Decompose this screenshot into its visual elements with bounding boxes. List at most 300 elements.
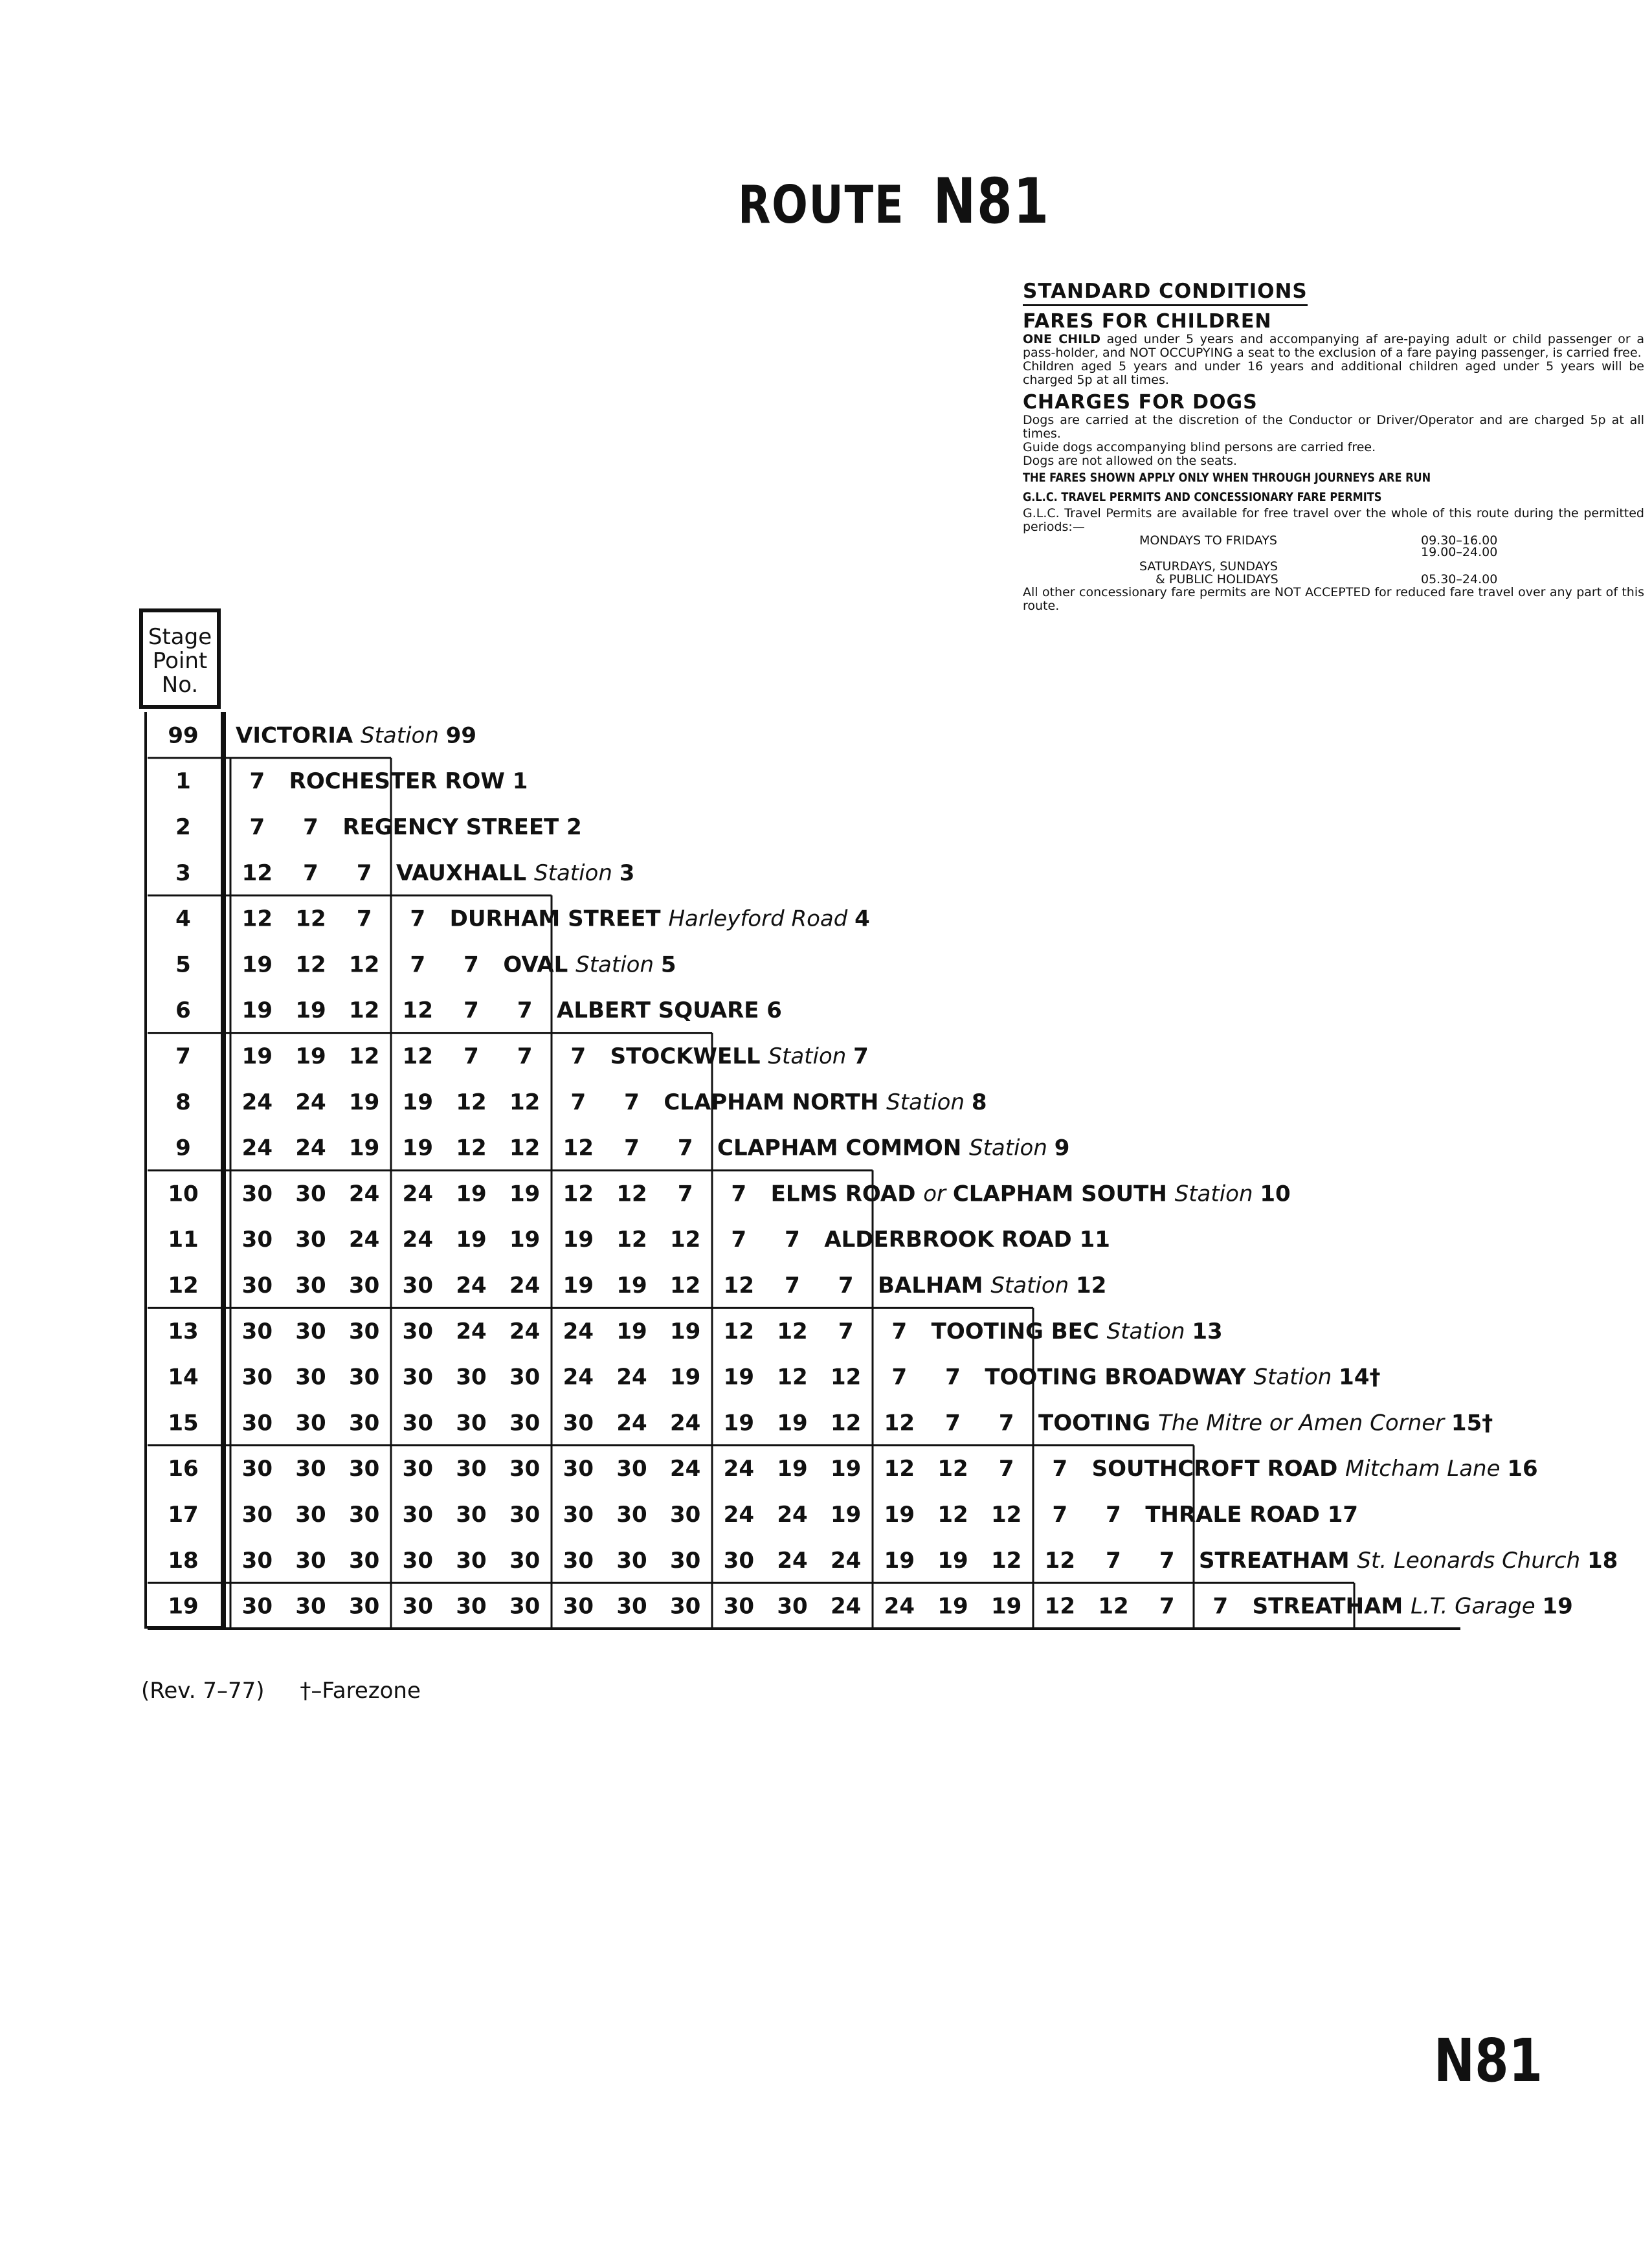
fare-cell: 30	[616, 1547, 647, 1574]
fare-cell: 19	[777, 1410, 808, 1436]
stage-number: 10	[168, 1181, 199, 1207]
fare-cell: 30	[349, 1502, 380, 1528]
bottom-route-code: N81	[1434, 2026, 1543, 2095]
fare-cell: 7	[945, 1364, 961, 1390]
fare-cell: 7	[570, 1043, 586, 1069]
stage-number: 8	[175, 1089, 191, 1115]
child-text: aged under 5 years and accompanying af are-paying adult or child passenger or a pass-holder, and NOT OCCUPYING a seat to the exclusion of a fare paying passenger, is carried free.	[1023, 332, 1644, 360]
fare-cell: 12	[1044, 1593, 1075, 1620]
fare-cell: 30	[349, 1456, 380, 1482]
fare-cell: 30	[295, 1456, 326, 1482]
footnote	[141, 1678, 421, 1704]
fare-cell: 19	[456, 1227, 487, 1253]
permits-heading: G.L.C. TRAVEL PERMITS AND CONCESSIONARY FARE PERMITS	[1023, 490, 1382, 504]
fare-cell: 19	[723, 1364, 754, 1390]
fare-cell: 24	[723, 1502, 754, 1528]
fare-cell: 19	[723, 1410, 754, 1436]
fare-cell: 30	[295, 1593, 326, 1620]
stop-name-part: BALHAM	[878, 1273, 991, 1299]
fare-cell: 19	[616, 1273, 647, 1299]
fare-cell: 12	[1098, 1593, 1129, 1620]
stop-name	[1253, 1594, 1573, 1620]
fare-cell: 24	[456, 1273, 487, 1299]
stop-name-part: OVAL	[503, 952, 576, 978]
stage-number: 11	[168, 1227, 199, 1253]
fare-cell: 12	[723, 1273, 754, 1299]
stop-name-part: ALDERBROOK ROAD 11	[824, 1227, 1110, 1253]
fare-cell: 19	[295, 998, 326, 1024]
fare-cell: 30	[349, 1593, 380, 1620]
stop-name	[824, 1227, 1110, 1253]
through-notice: THE FARES SHOWN APPLY ONLY WHEN THROUGH JOURNEYS ARE RUN	[1023, 471, 1431, 485]
stop-name-part: The Mitre or Amen Corner	[1158, 1410, 1451, 1436]
fare-cell: 7	[303, 860, 318, 886]
fare-cell: 30	[563, 1456, 594, 1482]
stage-number: 7	[175, 1043, 191, 1069]
weekend-time: 05.30–24.00	[1421, 572, 1498, 586]
fare-cell: 12	[349, 1043, 380, 1069]
dogs-paragraph-1: Dogs are carried at the discretion of the Conductor or Driver/Operator and are charged 5p at all times.	[1023, 413, 1644, 441]
fare-cell: 12	[295, 906, 326, 932]
fare-cell: 19	[937, 1547, 968, 1574]
fare-cell: 30	[456, 1456, 487, 1482]
fare-cell: 24	[509, 1273, 541, 1299]
stop-name-part: REGENCY STREET 2	[342, 814, 582, 840]
stop-name-part: Station	[1253, 1364, 1339, 1390]
fare-cell: 24	[563, 1364, 594, 1390]
stop-name-part: Station	[886, 1089, 972, 1115]
fare-cell: 30	[402, 1364, 433, 1390]
fare-cell: 12	[241, 860, 273, 886]
stop-name	[342, 814, 581, 840]
fare-cell: 19	[349, 1135, 380, 1161]
stop-name-part: 16	[1507, 1456, 1538, 1482]
fare-cell: 7	[463, 952, 479, 978]
stop-name-part: Station	[990, 1273, 1077, 1299]
stop-name-part: VAUXHALL	[396, 860, 535, 886]
fare-cell: 24	[456, 1318, 487, 1344]
fare-cell: 24	[295, 1089, 326, 1115]
fare-cell: 12	[563, 1135, 594, 1161]
fare-cell: 30	[241, 1593, 273, 1620]
fare-cell: 12	[402, 998, 433, 1024]
fare-cell: 30	[241, 1410, 273, 1436]
fare-cell: 7	[731, 1181, 747, 1207]
permits-paragraph: G.L.C. Travel Permits are available for free travel over the whole of this route during the permitted periods:—	[1023, 506, 1644, 534]
stop-name-part: THRALE ROAD 17	[1145, 1502, 1359, 1528]
fare-cell: 7	[1106, 1547, 1121, 1574]
fare-cell: 12	[991, 1502, 1022, 1528]
fare-cell: 30	[402, 1273, 433, 1299]
stop-name-part: or	[923, 1181, 953, 1207]
fare-cell: 30	[456, 1410, 487, 1436]
other-permits-paragraph: All other concessionary fare permits are NOT ACCEPTED for reduced fare travel over any part of this route.	[1023, 585, 1644, 613]
fare-cell: 12	[937, 1456, 968, 1482]
fare-cell: 12	[563, 1181, 594, 1207]
stage-number: 4	[175, 906, 191, 932]
fare-cell: 30	[241, 1227, 273, 1253]
stop-name-part: 19	[1542, 1593, 1573, 1620]
fare-cell: 24	[402, 1227, 433, 1253]
fare-cell: 30	[670, 1593, 701, 1620]
stop-name	[236, 722, 476, 748]
fare-cell: 19	[402, 1089, 433, 1115]
stop-name-part: Station	[969, 1135, 1055, 1161]
fare-cell: 7	[570, 1089, 586, 1115]
fare-cell: 24	[509, 1318, 541, 1344]
fare-cell: 7	[998, 1410, 1014, 1436]
fare-cell: 19	[777, 1456, 808, 1482]
fare-cell: 7	[463, 998, 479, 1024]
stop-name-part: VICTORIA	[236, 722, 361, 749]
fare-cell: 24	[295, 1135, 326, 1161]
fare-cell: 24	[884, 1593, 915, 1620]
fare-cell: 30	[616, 1502, 647, 1528]
route-number: N81	[933, 165, 1050, 238]
stop-name-part: Station	[1106, 1318, 1192, 1344]
stop-name-part: CLAPHAM NORTH	[664, 1089, 887, 1115]
fare-cell: 24	[670, 1410, 701, 1436]
fare-cell: 12	[831, 1410, 862, 1436]
stop-name-part: 4	[854, 906, 870, 932]
fare-cell: 12	[831, 1364, 862, 1390]
fare-cell: 24	[777, 1547, 808, 1574]
stage-number: 14	[168, 1364, 199, 1390]
fare-cell: 7	[1212, 1593, 1229, 1620]
stop-name-part: STREATHAM	[1199, 1547, 1357, 1574]
dogs-heading: CHARGES FOR DOGS	[1023, 391, 1258, 414]
children-paragraph-2: Children aged 5 years and under 16 years and additional children aged under 5 years will be charged 5p at all times.	[1023, 359, 1644, 387]
fare-cell: 30	[723, 1547, 754, 1574]
fare-cell: 7	[410, 906, 426, 932]
fare-cell: 12	[509, 1135, 541, 1161]
fare-cell: 7	[303, 814, 318, 840]
fare-cell: 12	[616, 1227, 647, 1253]
fare-cell: 7	[517, 998, 533, 1024]
stop-name-part: 5	[660, 952, 676, 978]
stop-name	[396, 860, 634, 886]
fare-cell: 30	[295, 1227, 326, 1253]
fare-cell: 7	[838, 1273, 854, 1299]
fare-cell: 12	[1044, 1547, 1075, 1574]
fare-cell: 19	[831, 1502, 862, 1528]
fare-cell: 24	[723, 1456, 754, 1482]
stop-name-part: 7	[853, 1043, 869, 1069]
fare-cell: 24	[241, 1135, 273, 1161]
fare-cell: 30	[349, 1318, 380, 1344]
fare-cell: 7	[463, 1043, 479, 1069]
child-lead: ONE CHILD	[1023, 332, 1101, 346]
fare-cell: 19	[563, 1227, 594, 1253]
fare-cell: 12	[884, 1456, 915, 1482]
fare-cell: 30	[563, 1410, 594, 1436]
stop-name	[450, 906, 870, 932]
stop-name-part: Station	[768, 1043, 854, 1069]
fare-cell: 7	[1052, 1502, 1068, 1528]
fare-cell: 12	[349, 952, 380, 978]
fare-cell: 19	[241, 952, 273, 978]
stage-number: 99	[168, 722, 199, 749]
weekend-label-1: SATURDAYS, SUNDAYS	[1139, 559, 1278, 574]
fare-cell: 12	[777, 1364, 808, 1390]
weekend-label-2: & PUBLIC HOLIDAYS	[1155, 572, 1278, 586]
fare-cell: 7	[517, 1043, 533, 1069]
fare-cell: 12	[241, 906, 273, 932]
fare-cell: 30	[670, 1547, 701, 1574]
fare-cell: 30	[616, 1593, 647, 1620]
fare-cell: 30	[563, 1547, 594, 1574]
fare-cell: 12	[670, 1227, 701, 1253]
fare-cell: 12	[991, 1547, 1022, 1574]
fare-cell: 24	[670, 1456, 701, 1482]
children-heading: FARES FOR CHILDREN	[1023, 310, 1272, 333]
fare-cell: 30	[456, 1593, 487, 1620]
stop-name-part: 8	[971, 1089, 987, 1115]
fare-cell: 30	[509, 1547, 541, 1574]
route-word: ROUTE	[738, 175, 905, 235]
fare-cell: 7	[677, 1181, 693, 1207]
fare-cell: 19	[884, 1502, 915, 1528]
fare-cell: 30	[402, 1456, 433, 1482]
stop-name-part: ALBERT SQUARE 6	[557, 998, 782, 1024]
fare-cell: 7	[891, 1364, 908, 1390]
stop-name-part: ROCHESTER ROW 1	[289, 768, 528, 795]
stop-name-part: 10	[1260, 1181, 1291, 1207]
fare-cell: 7	[249, 768, 265, 795]
stop-name-part: ELMS ROAD	[770, 1181, 924, 1207]
fare-cell: 12	[456, 1135, 487, 1161]
fare-cell: 30	[456, 1502, 487, 1528]
stop-name-part: 99	[445, 722, 477, 749]
fare-cell: 30	[670, 1502, 701, 1528]
stop-name	[717, 1135, 1069, 1161]
fare-cell: 30	[509, 1502, 541, 1528]
stop-name-part: 14†	[1339, 1364, 1381, 1390]
fare-cell: 7	[677, 1135, 693, 1161]
stop-name-part: L.T. Garage	[1411, 1593, 1543, 1620]
stop-name-part: STOCKWELL	[610, 1043, 768, 1069]
fare-cell: 19	[295, 1043, 326, 1069]
stop-name-part: St. Leonards Church	[1357, 1547, 1587, 1574]
stop-name	[289, 768, 528, 794]
fare-cell: 30	[241, 1318, 273, 1344]
fare-cell: 30	[241, 1181, 273, 1207]
fare-cell: 7	[249, 814, 265, 840]
fare-cell: 19	[349, 1089, 380, 1115]
fare-cell: 30	[456, 1364, 487, 1390]
fare-cell: 24	[777, 1502, 808, 1528]
fare-cell: 19	[563, 1273, 594, 1299]
fare-cell: 30	[509, 1456, 541, 1482]
fare-cell: 24	[402, 1181, 433, 1207]
stop-name-part: 18	[1587, 1547, 1618, 1574]
weekday-label: MONDAYS TO FRIDAYS	[1139, 533, 1277, 548]
stage-number: 16	[168, 1456, 199, 1482]
stop-name	[771, 1181, 1291, 1207]
revision-note: (Rev. 7–77)	[141, 1678, 265, 1704]
fare-cell: 30	[241, 1502, 273, 1528]
weekday-time-1: 09.30–16.00	[1421, 533, 1498, 548]
stop-name-part: Station	[575, 952, 661, 978]
fare-cell: 19	[937, 1593, 968, 1620]
fare-cell: 12	[723, 1318, 754, 1344]
stage-number: 6	[175, 998, 191, 1024]
fare-cell: 7	[838, 1318, 854, 1344]
fare-cell: 19	[509, 1181, 541, 1207]
fare-cell: 7	[945, 1410, 961, 1436]
fare-cell: 19	[831, 1456, 862, 1482]
stage-number: 13	[168, 1318, 199, 1344]
fare-cell: 12	[402, 1043, 433, 1069]
fare-cell: 24	[616, 1364, 647, 1390]
fare-cell: 12	[937, 1502, 968, 1528]
fare-cell: 12	[777, 1318, 808, 1344]
fare-cell: 12	[509, 1089, 541, 1115]
fare-cell: 30	[402, 1502, 433, 1528]
fare-cell: 7	[1052, 1456, 1068, 1482]
fare-cell: 30	[563, 1593, 594, 1620]
fare-cell: 19	[670, 1318, 701, 1344]
dogs-paragraph-3: Dogs are not allowed on the seats.	[1023, 454, 1237, 468]
fare-cell: 12	[456, 1089, 487, 1115]
fare-cell: 30	[402, 1593, 433, 1620]
stop-name-part: DURHAM STREET	[449, 906, 669, 932]
fare-cell: 30	[349, 1410, 380, 1436]
fare-cell: 19	[509, 1227, 541, 1253]
stop-name-part: Mitcham Lane	[1345, 1456, 1508, 1482]
fare-cell: 30	[402, 1410, 433, 1436]
stop-name	[1092, 1456, 1538, 1482]
fare-cell: 30	[295, 1181, 326, 1207]
fare-cell: 19	[241, 1043, 273, 1069]
stop-name-part: TOOTING BROADWAY	[985, 1364, 1254, 1390]
fare-cell: 30	[295, 1410, 326, 1436]
stop-name-part: 15†	[1451, 1410, 1493, 1436]
fare-cell: 30	[777, 1593, 808, 1620]
stage-number: 18	[168, 1547, 199, 1574]
stage-number: 19	[168, 1593, 199, 1620]
stop-name	[932, 1319, 1223, 1344]
stop-name	[878, 1273, 1106, 1299]
stage-header-line-3: No.	[161, 672, 199, 698]
fare-cell: 30	[349, 1547, 380, 1574]
stop-name-part: 3	[619, 860, 635, 886]
fare-cell: 24	[241, 1089, 273, 1115]
fare-cell: 12	[670, 1273, 701, 1299]
stop-name-part: Harleyford Road	[668, 906, 855, 932]
farezone-note: †–Farezone	[300, 1678, 421, 1704]
fare-cell: 30	[241, 1547, 273, 1574]
fare-cell: 24	[616, 1410, 647, 1436]
stop-name-part: SOUTHCROFT ROAD	[1091, 1456, 1346, 1482]
fare-cell: 12	[884, 1410, 915, 1436]
stop-name-part: CLAPHAM COMMON	[717, 1135, 970, 1161]
fare-cell: 7	[891, 1318, 908, 1344]
stage-number: 17	[168, 1502, 199, 1528]
fare-cell: 30	[295, 1273, 326, 1299]
stop-name-part: Station	[534, 860, 620, 886]
stop-name-part: 12	[1076, 1273, 1107, 1299]
fare-cell: 7	[410, 952, 426, 978]
fare-cell: 19	[456, 1181, 487, 1207]
stage-header-line-1: Stage	[148, 624, 212, 650]
fare-cell: 30	[295, 1318, 326, 1344]
fare-cell: 7	[785, 1227, 800, 1253]
stop-name-part: 13	[1192, 1318, 1223, 1344]
stop-name	[1038, 1410, 1493, 1436]
fare-cell: 30	[349, 1273, 380, 1299]
stop-name-part: STREATHAM	[1252, 1593, 1411, 1620]
fare-cell: 7	[1106, 1502, 1121, 1528]
fare-cell: 30	[295, 1502, 326, 1528]
fare-cell: 19	[241, 998, 273, 1024]
fare-cell: 30	[402, 1547, 433, 1574]
fare-cell: 7	[998, 1456, 1014, 1482]
fare-cell: 12	[349, 998, 380, 1024]
fare-cell: 19	[884, 1547, 915, 1574]
fare-cell: 30	[456, 1547, 487, 1574]
stop-name	[503, 952, 676, 977]
fare-cell: 19	[616, 1318, 647, 1344]
stage-number: 2	[175, 814, 191, 840]
stage-number: 1	[175, 768, 191, 795]
fare-cell: 7	[356, 860, 372, 886]
fare-cell: 7	[356, 906, 372, 932]
stop-name	[985, 1365, 1380, 1390]
fare-cell: 30	[723, 1593, 754, 1620]
stop-name-part: 9	[1054, 1135, 1070, 1161]
fare-cell: 30	[616, 1456, 647, 1482]
fare-cell: 24	[831, 1593, 862, 1620]
fare-cell: 7	[1159, 1547, 1175, 1574]
stop-name	[610, 1043, 869, 1069]
fare-cell: 7	[731, 1227, 747, 1253]
stop-name-part: Station	[1174, 1181, 1260, 1207]
fare-cell: 30	[241, 1456, 273, 1482]
stop-name	[1199, 1548, 1618, 1574]
stop-name	[1145, 1502, 1358, 1528]
fare-cell: 7	[785, 1273, 800, 1299]
stage-number: 12	[168, 1273, 199, 1299]
fare-cell: 30	[295, 1364, 326, 1390]
fare-cell: 30	[241, 1273, 273, 1299]
dogs-paragraph-2: Guide dogs accompanying blind persons are carried free.	[1023, 440, 1376, 454]
fare-cell: 7	[1159, 1593, 1175, 1620]
fare-cell: 19	[991, 1593, 1022, 1620]
stage-number: 9	[175, 1135, 191, 1161]
fare-cell: 30	[241, 1364, 273, 1390]
stop-name-part: TOOTING	[1038, 1410, 1159, 1436]
fare-cell: 30	[509, 1593, 541, 1620]
fare-cell: 12	[616, 1181, 647, 1207]
stage-number: 15	[168, 1410, 199, 1436]
conditions-title: STANDARD CONDITIONS	[1023, 280, 1308, 306]
fare-cell: 19	[670, 1364, 701, 1390]
stop-name-part: TOOTING BEC	[931, 1318, 1107, 1344]
weekday-time-2: 19.00–24.00	[1421, 545, 1498, 559]
fare-cell: 30	[349, 1364, 380, 1390]
fare-cell: 24	[349, 1181, 380, 1207]
fare-cell: 12	[295, 952, 326, 978]
fare-cell: 19	[402, 1135, 433, 1161]
fare-cell: 30	[563, 1502, 594, 1528]
stage-number: 3	[175, 860, 191, 886]
stop-name	[557, 998, 782, 1023]
stage-number: 5	[175, 952, 191, 978]
stop-name-part: Station	[361, 722, 446, 749]
fare-cell: 7	[624, 1135, 640, 1161]
fare-cell: 7	[624, 1089, 640, 1115]
